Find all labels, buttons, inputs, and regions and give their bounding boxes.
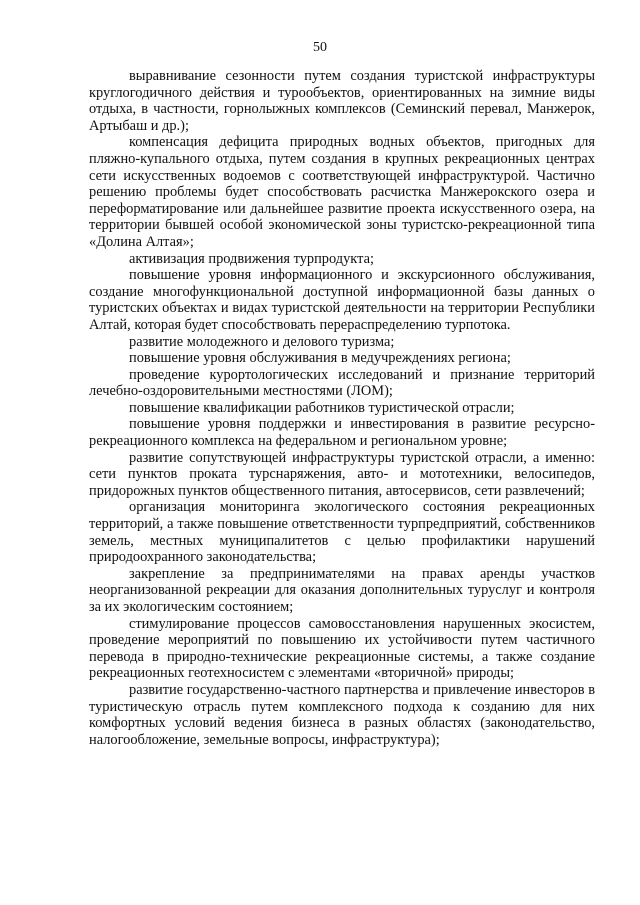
paragraph-youth-business-tourism: развитие молодежного и делового туризма; [129, 333, 395, 350]
document-body [89, 68, 595, 748]
paragraph-ecological-monitoring: организация мониторинга экологического состояния рекреационных территорий, а также повышение ответственности турпредприятий, собственников земель, местных муниципалитетов с целью профилактики нарушений природоохранного законодательства; [89, 499, 595, 566]
paragraph-land-lease: закрепление за предпринимателями на правах аренды участков неорганизованной рекреации для оказания дополнительных туруслуг и контроля за их экологическим состоянием; [89, 565, 595, 615]
paragraph-water-bodies: компенсация дефицита природных водных объектов, пригодных для пляжно-купального отдыха, путем создания в крупных рекреационных центрах сети искусственных водоемов с соответствующей инфраструктурой. Частично решению проблемы будет способствовать расчистка Манжерокского озера и переформатирование или дальнейшее развитие проекта искусственного озера, на территории бывшей особой экономической зоны туристско-рекреационной типа «Долина Алтая»; [89, 134, 595, 250]
paragraph-information-service: повышение уровня информационного и экскурсионного обслуживания, создание многофункциональной доступной информационной базы данных о туристских объектах и видах туристской деятельности на территории Республики Алтай, которая будет способствовать перераспределению турпотока. [89, 267, 595, 333]
paragraph-related-infrastructure: развитие сопутствующей инфраструктуры туристской отрасли, а именно: сети пунктов проката турснаряжения, авто- и мототехники, велосипедов, придорожных пунктов общественного питания, автосервисов, сети развлечений; [89, 449, 595, 499]
paragraph-staff-qualification: повышение квалификации работников туристической отрасли; [129, 399, 515, 416]
paragraph-seasonality: выравнивание сезонности путем создания туристской инфраструктуры круглогодичного действия и турообъектов, ориентированных на зимние виды отдыха, в частности, горнолыжных комплексов (Семинский перевал, Манжерок, Артыбаш и др.); [89, 68, 595, 134]
page-number: 50 [313, 40, 327, 55]
paragraph-medical-service: повышение уровня обслуживания в медучреждениях региона; [129, 350, 511, 367]
paragraph-public-private-partnership: развитие государственно-частного партнерства и привлечение инвесторов в туристическую отрасль путем комплексного подхода к созданию для них комфортных условий ведения бизнеса в разных областях (законодательство, налогообложение, земельные вопросы, инфраструктура); [89, 681, 595, 748]
paragraph-product-promotion: активизация продвижения турпродукта; [129, 250, 374, 267]
paragraph-ecosystem-restoration: стимулирование процессов самовосстановления нарушенных экосистем, проведение мероприятий по повышению их устойчивости путем частичного перевода в природно-технические рекреационные системы, а также создание рекреационных геотехносистем с элементами «вторичной» природы; [89, 615, 595, 682]
paragraph-investment-support: повышение уровня поддержки и инвестирования в развитие ресурсно-рекреационного комплекса на федеральном и региональном уровне; [89, 416, 595, 450]
paragraph-balneology-research: проведение курортологических исследований и признание территорий лечебно-оздоровительными местностями (ЛОМ); [89, 366, 595, 400]
